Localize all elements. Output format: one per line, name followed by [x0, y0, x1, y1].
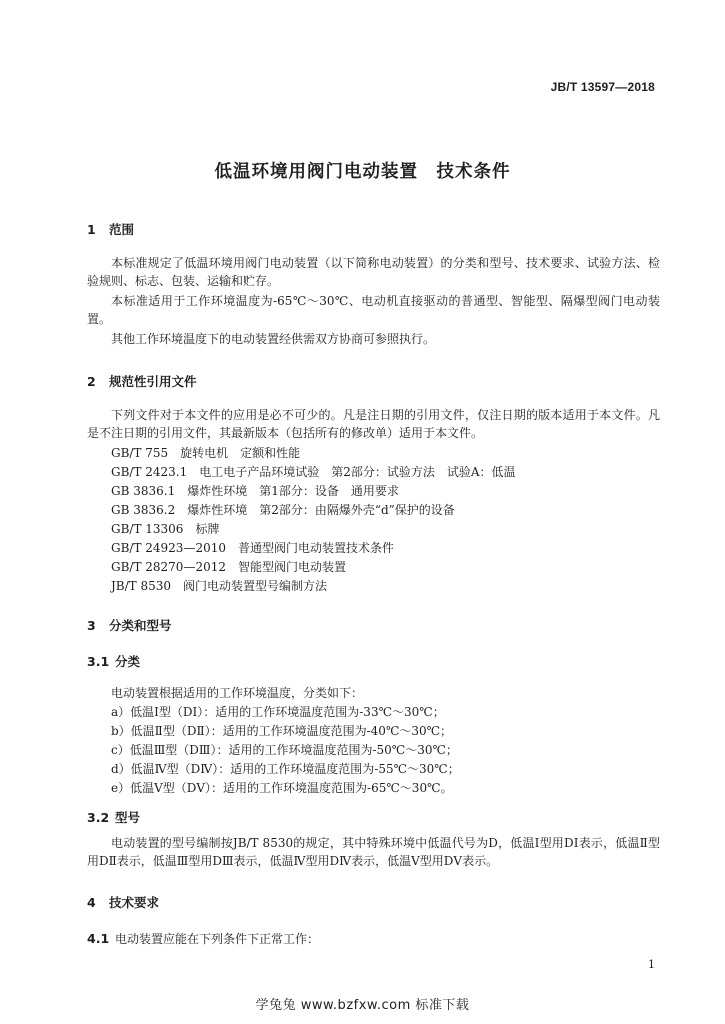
reference-item: GB 3836.2 爆炸性环境 第2部分：由隔爆外壳“d”保护的设备: [111, 503, 455, 517]
page-number: 1: [648, 958, 655, 971]
section-number: 1: [87, 222, 96, 237]
reference-item: GB 3836.1 爆炸性环境 第1部分：设备 通用要求: [111, 484, 399, 498]
section-number: 3.1: [87, 654, 110, 669]
reference-item: GB/T 13306 标牌: [111, 522, 220, 536]
reference-item: JB/T 8530 阀门电动装置型号编制方法: [111, 579, 328, 593]
section-4-1-line: [87, 930, 319, 947]
section-text: 电动装置应能在下列条件下正常工作：: [115, 932, 320, 946]
classification-intro: 电动装置根据适用的工作环境温度，分类如下：: [111, 686, 364, 700]
section-number: 4: [87, 895, 96, 910]
scope-paragraph-3: 其他工作环境温度下的电动装置经供需双方协商可参照执行。: [111, 332, 436, 346]
section-1-heading: [87, 220, 134, 238]
scope-paragraph-2: 本标准适用于工作环境温度为-65℃～30℃、电动机直接驱动的普通型、智能型、隔爆型阀门电动装置。: [87, 294, 660, 326]
section-title: 型号: [115, 810, 141, 825]
section-title: 范围: [109, 222, 135, 237]
classification-item: c）低温Ⅲ型（DⅢ）：适用的工作环境温度范围为-50℃～30℃；: [111, 743, 458, 757]
reference-item: GB/T 24923—2010 普通型阀门电动装置技术条件: [111, 541, 394, 555]
classification-item: a）低温Ⅰ型（DⅠ）：适用的工作环境温度范围为-33℃～30℃；: [111, 705, 445, 719]
section-4-heading: [87, 893, 159, 911]
section-number: 3.2: [87, 810, 110, 825]
section-number: 3: [87, 618, 96, 633]
standard-code: JB/T 13597—2018: [550, 80, 655, 94]
section-title: 分类和型号: [109, 618, 172, 633]
watermark-footer: 学兔兔 www.bzfxw.com 标准下载: [255, 998, 470, 1013]
section-title: 分类: [115, 654, 141, 669]
scope-paragraph-1: 本标准规定了低温环境用阀门电动装置（以下简称电动装置）的分类和型号、技术要求、试验方法、检验规则、标志、包装、运输和贮存。: [87, 256, 660, 288]
classification-item: d）低温Ⅳ型（DⅣ）：适用的工作环境温度范围为-55℃～30℃；: [111, 762, 460, 776]
section-2-heading: [87, 372, 197, 390]
section-3-2-heading: [87, 808, 140, 826]
classification-item: b）低温Ⅱ型（DⅡ）：适用的工作环境温度范围为-40℃～30℃；: [111, 724, 453, 738]
reference-item: GB/T 2423.1 电工电子产品环境试验 第2部分：试验方法 试验A：低温: [111, 465, 516, 479]
document-title: 低温环境用阀门电动装置 技术条件: [214, 162, 511, 182]
section-title: 技术要求: [109, 895, 160, 910]
reference-item: GB/T 755 旋转电机 定额和性能: [111, 446, 301, 460]
section-number: 4.1: [87, 931, 110, 946]
model-paragraph: 电动装置的型号编制按JB/T 8530的规定，其中特殊环境中低温代号为D，低温Ⅰ型用DⅠ表示，低温Ⅱ型用DⅡ表示，低温Ⅲ型用DⅢ表示，低温Ⅳ型用DⅣ表示，低温Ⅴ型用DⅤ表示。: [87, 836, 660, 868]
section-3-heading: [87, 616, 172, 634]
reference-item: GB/T 28270—2012 智能型阀门电动装置: [111, 560, 346, 574]
references-intro: 下列文件对于本文件的应用是必不可少的。凡是注日期的引用文件，仅注日期的版本适用于本文件。凡是不注日期的引用文件，其最新版本（包括所有的修改单）适用于本文件。: [87, 408, 660, 440]
classification-item: e）低温Ⅴ型（DⅤ）：适用的工作环境温度范围为-65℃～30℃。: [111, 781, 453, 795]
section-title: 规范性引用文件: [109, 374, 197, 389]
section-3-1-heading: [87, 652, 140, 670]
section-number: 2: [87, 374, 96, 389]
